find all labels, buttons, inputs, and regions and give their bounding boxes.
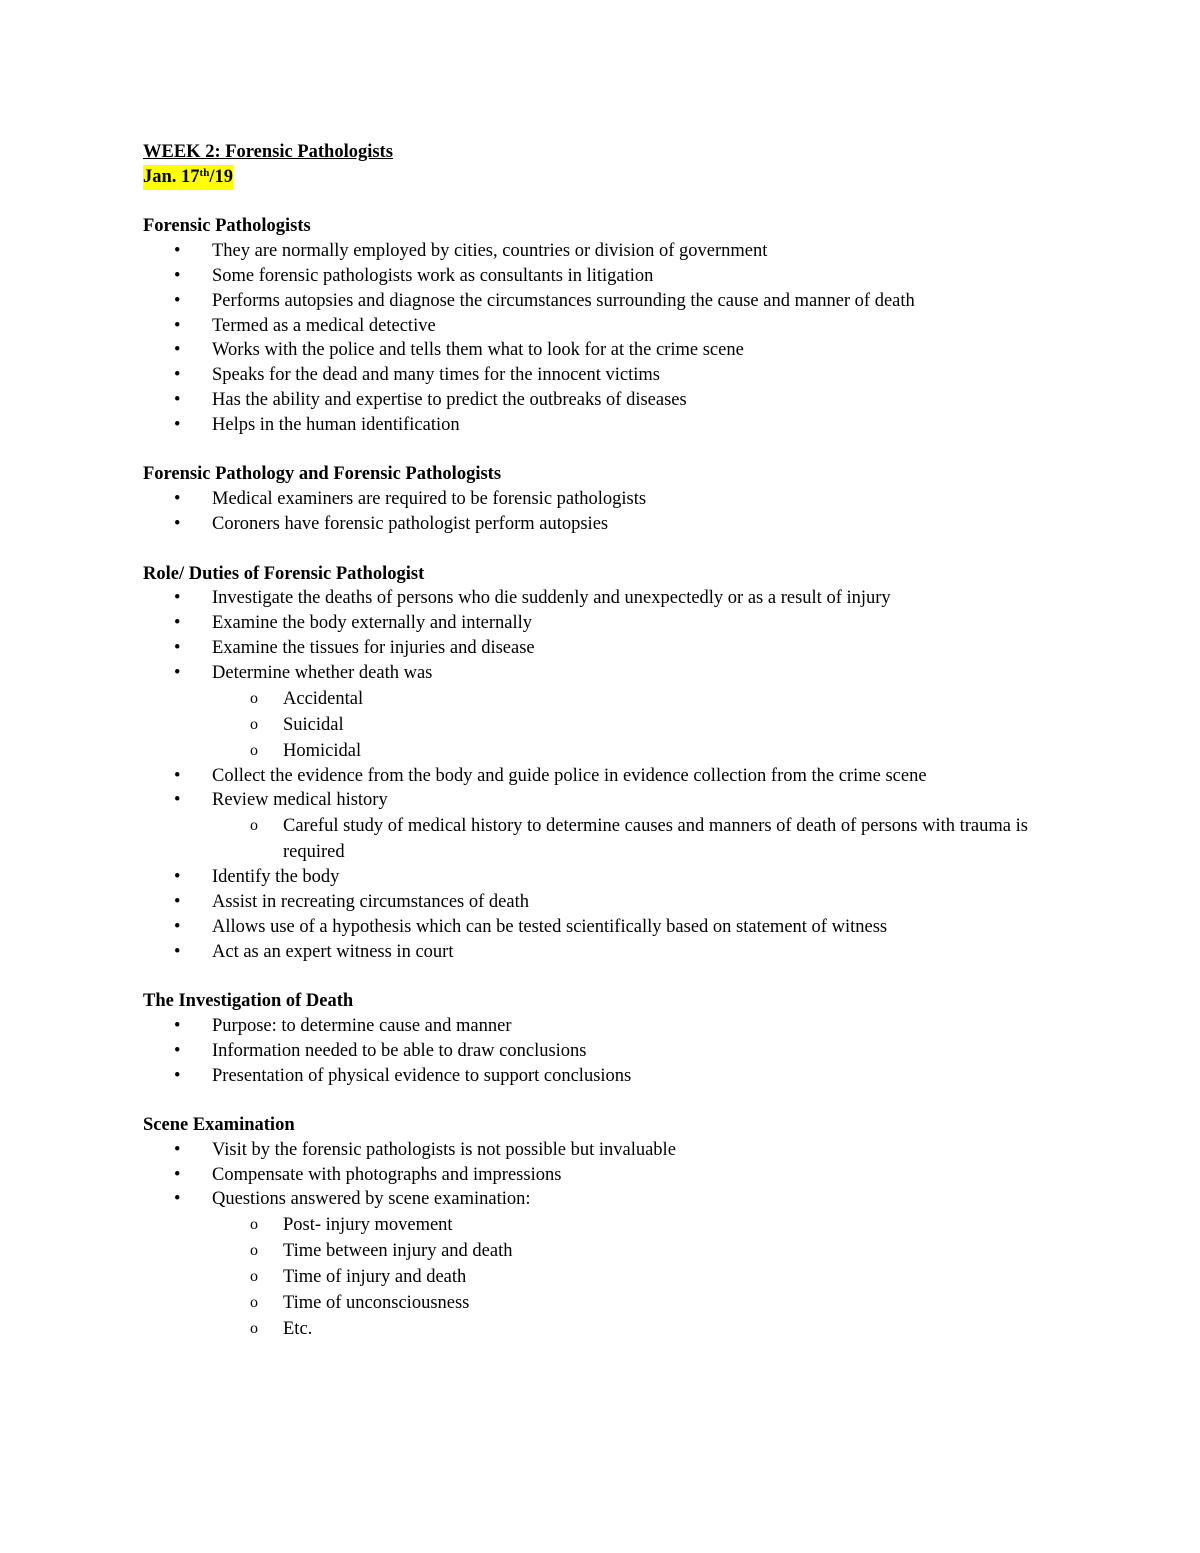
section-heading: The Investigation of Death: [143, 991, 354, 1012]
list-item-text: Visit by the forensic pathologists is not possible but invaluable: [212, 1139, 676, 1160]
list-item-text: Review medical history: [212, 790, 388, 811]
list-item: [143, 788, 1063, 865]
list-item: [143, 1039, 1063, 1064]
list-item: [143, 636, 1063, 661]
list-item: [143, 1064, 1063, 1089]
date-year: /19: [209, 166, 233, 187]
section: [143, 1113, 1063, 1342]
section: [143, 462, 1063, 536]
list-item-text: Performs autopsies and diagnose the circumstances surrounding the cause and manner of death: [212, 290, 915, 311]
list-item: [143, 487, 1063, 512]
list-item: [143, 1138, 1063, 1163]
list-item: [143, 661, 1063, 764]
sub-list: [212, 813, 1063, 865]
sub-list-item: o Time of unconsciousness: [212, 1290, 1063, 1316]
list-item: [143, 915, 1063, 940]
section-heading: Scene Examination: [143, 1115, 295, 1136]
bullet-list: [143, 239, 1063, 437]
sub-list-item: o Time between injury and death: [212, 1238, 1063, 1264]
date-line: [143, 165, 1063, 190]
bullet-list: [143, 487, 1063, 537]
sub-list-item: o Time of injury and death: [212, 1264, 1063, 1290]
sub-list-item: o Suicidal: [212, 712, 1063, 738]
section: [143, 989, 1063, 1088]
list-item-text: Termed as a medical detective: [212, 315, 436, 336]
list-item-text: Speaks for the dead and many times for the innocent victims: [212, 365, 660, 386]
bullet-list: [143, 1138, 1063, 1342]
list-item: [143, 940, 1063, 965]
list-item-text: Some forensic pathologists work as consultants in litigation: [212, 265, 654, 286]
section: [143, 562, 1063, 965]
list-item-text: Act as an expert witness in court: [212, 941, 454, 962]
section-heading: Role/ Duties of Forensic Pathologist: [143, 563, 425, 584]
list-item-text: Allows use of a hypothesis which can be tested scientifically based on statement of witness: [212, 916, 888, 937]
list-item-text: Questions answered by scene examination:: [212, 1189, 531, 1210]
list-item: [143, 1187, 1063, 1342]
list-item: [143, 611, 1063, 636]
list-item-text: Presentation of physical evidence to support conclusions: [212, 1065, 632, 1086]
list-item: [143, 586, 1063, 611]
sub-list-item: o Careful study of medical history to determine causes and manners of death of persons with trauma is required: [212, 813, 1063, 865]
list-item-text: Determine whether death was: [212, 662, 433, 683]
bullet-list: [143, 586, 1063, 964]
list-item: [143, 413, 1063, 438]
list-item-text: Medical examiners are required to be forensic pathologists: [212, 489, 647, 510]
list-item: [143, 512, 1063, 537]
section-heading: Forensic Pathology and Forensic Pathologists: [143, 464, 502, 485]
sub-list: [212, 1212, 1063, 1342]
list-item-text: Information needed to be able to draw conclusions: [212, 1040, 587, 1061]
list-item: [143, 338, 1063, 363]
sub-list-item: o Homicidal: [212, 738, 1063, 764]
date-highlight: [143, 165, 233, 190]
bullet-list: [143, 1014, 1063, 1088]
list-item: [143, 1163, 1063, 1188]
date-superscript: th: [199, 166, 210, 179]
sub-list-item: o Etc.: [212, 1316, 1063, 1342]
list-item-text: Investigate the deaths of persons who die suddenly and unexpectedly or as a result of injury: [212, 588, 891, 609]
document-title: WEEK 2: Forensic Pathologists: [143, 142, 393, 162]
list-item-text: Identify the body: [212, 867, 340, 888]
list-item: [143, 363, 1063, 388]
sections-container: [143, 214, 1063, 1342]
list-item-text: Purpose: to determine cause and manner: [212, 1015, 512, 1036]
list-item-text: Collect the evidence from the body and guide police in evidence collection from the crime scene: [212, 765, 927, 786]
section: [143, 214, 1063, 437]
list-item: [143, 1014, 1063, 1039]
list-item: [143, 264, 1063, 289]
list-item-text: Assist in recreating circumstances of death: [212, 891, 529, 912]
sub-list-item: o Accidental: [212, 686, 1063, 712]
list-item-text: Coroners have forensic pathologist perform autopsies: [212, 513, 609, 534]
list-item-text: Compensate with photographs and impressions: [212, 1164, 562, 1185]
section-heading: Forensic Pathologists: [143, 216, 311, 237]
document-page: [143, 140, 1063, 1342]
date-main: Jan. 17: [143, 166, 200, 187]
list-item-text: Examine the tissues for injuries and disease: [212, 637, 535, 658]
sub-list-item: o Post- injury movement: [212, 1212, 1063, 1238]
list-item: [143, 239, 1063, 264]
list-item-text: Works with the police and tells them what to look for at the crime scene: [212, 340, 744, 361]
sub-list: [212, 686, 1063, 764]
list-item-text: Examine the body externally and internally: [212, 613, 533, 634]
list-item: [143, 388, 1063, 413]
list-item: [143, 764, 1063, 789]
list-item: [143, 314, 1063, 339]
list-item: [143, 890, 1063, 915]
list-item: [143, 865, 1063, 890]
list-item-text: They are normally employed by cities, countries or division of government: [212, 241, 768, 262]
list-item-text: Helps in the human identification: [212, 414, 460, 435]
list-item-text: Has the ability and expertise to predict the outbreaks of diseases: [212, 389, 687, 410]
list-item: [143, 289, 1063, 314]
